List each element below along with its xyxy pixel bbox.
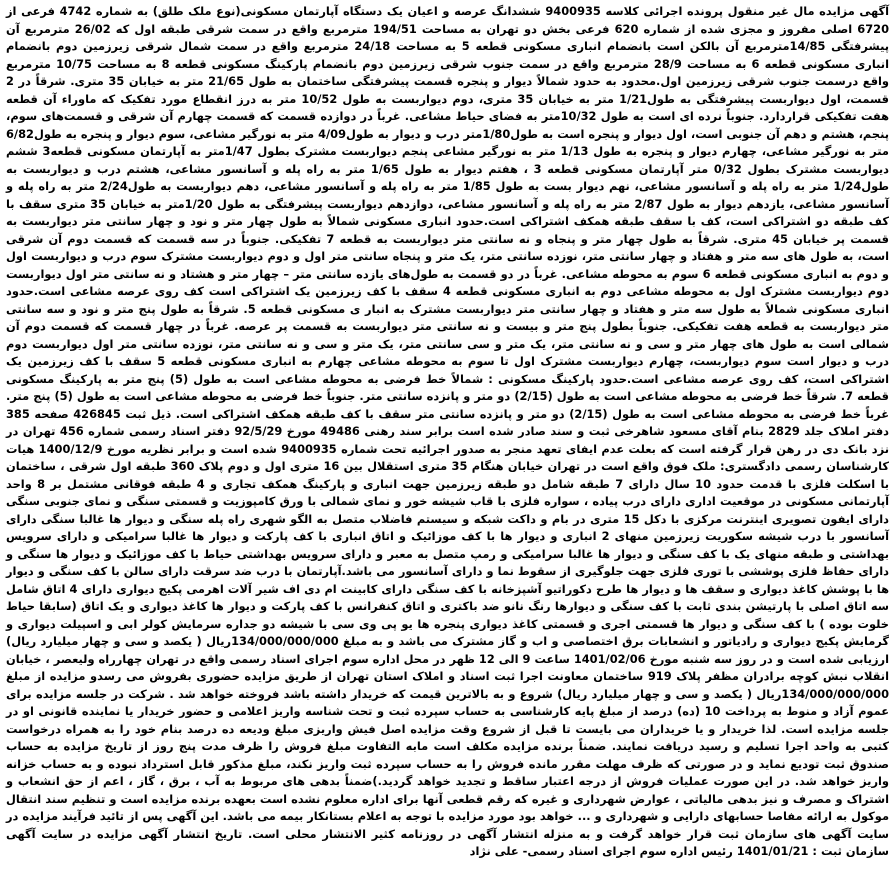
notice-body-text: آگهی مزایده مال غیر منقول پرونده اجرائی کلاسه 9400935 ششدانگ عرصه و اعیان یک دستگاه آپارتمان مسکونی(نوع ملک طلق) به شماره 4742 فرعی از 6720 اصلی مفروز و مجزی شده از شماره 620 فرعی بخش دو تهران به مساحت 194/51 مترمربع واقع در سمت شرقی طبقه اول که 26/02 مترمربع آن پیشرفتگی 14/85مترمربع آن بالکن است بانضمام انباری مسکونی قطعه 5 به مساحت 24/18 مترمربع واقع در سمت شمال شرقی زیرزمین دوم بانضمام انباری مسکونی قطعه 6 به مساحت 28/9 مترمربع واقع در سمت جنوب شرقی زیرزمین دوم بانضمام پارکینگ مسکونی قطعه 8 به مساحت 10/75 مترمربع واقع درسمت جنوب شرقی زیرزمین اول.محدود به حدود شمالاً دیوار و پنجره قسمت پیشرفتگی ساختمان به طول 21/65 متر به خیابان 35 متری. شرقاً در 2 قسمت، اول دیواربست پیشرفتگی به طول1/21 متر به خیابان 35 متری، دوم دیواربست به طول 10/52 متر به درز انقطاع مورد تفکیک که ماوراء آن قطعه هفت تفکیکی قراردارد. جنوباً نرده ای است به طول 10/32متر به فضای حیاط مشاعی. غرباً در دوازده قسمت که قسمت چهارم آن شرقی و قسمت‌های سوم، پنجم، هشتم و دهم آن جنوبی است، اول دیوار و پنجره است به طول1/80متر درب و دیوار به طول4/09 متر به نورگیر مشاعی، سوم دیوار و پنجره به طول6/82 متر به نورگیر مشاعی، چهارم دیوار و پنجره به طول 1/13 متر به نورگیر مشاعی پنجم دیواربست مشترک بطول 1/47متر به آپارتمان مسکونی قطعه3 ششم دیواربست مشترک بطول 0/32 متر آپارتمان مسکونی قطعه 3 ، هفتم دیوار به طول 1/65 متر به راه پله و آسانسور مشاعی، هشتم درب و دیواربست به طول1/24 متر به راه پله و آسانسور مشاعی، نهم دیوار بست به طول 1/85 متر به راه پله و آسانسور مشاعی، دهم دیواربست به طول2/24 متر به راه پله و آسانسور مشاعی، یازدهم دیوار به طول 2/87 متر به راه پله و آسانسور مشاعی، دوازدهم دیواربست پیشرفتگی به طول 1/20متر به خیابان 35 متری سقف با کف طبقه دو اشتراکی است، کف با سقف طبقه همکف اشتراکی است.حدود انباری مسکونی شمالاً به طول چهار متر و نود و چهار سانتی متر دیواربست به قسمت پر خیابان 45 متری. شرقاً به طول چهار متر و پنجاه و نه سانتی متر دیواربست به قطعه 7 تفکیکی. جنوباً در سه قسمت که قسمت دوم آن شرقی است، به طول های سه متر و هفتاد و چهار سانتی متر، نوزده سانتی متر، یک متر و پنجاه سانتی متر اول و دوم دیواربست مشترک سوم درب و دیواربست اول و دوم به انباری مسکونی قطعه 6 سوم به محوطه مشاعی. غرباً در دو قسمت به طول‌های یازده سانتی متر – چهار متر و هشتاد و نه سانتی متر اول دیواربست دوم دیواربست مشترک اول به محوطه مشاعی دوم به انباری مسکونی قطعه 4 سقف با کف زیرزمین یک اشتراکی است کف روی عرصه مشاعی است.حدود انباری مسکونی شمالاً به طول سه متر و هفتاد و چهار سانتی متر دیواربست مشترک به انبار ی مسکونی قطعه 5. شرقاً به طول پنج متر و نود و سه سانتی متر دیواربست به قطعه هفت تفکیکی. جنوباً بطول پنج متر و بیست و نه سانتی متر دیواربست به قسمت پر عرصه. غرباً در چهار قسمت که قسمت دوم آن شمالی است به طول های چهار متر و سی و نه سانتی متر، یک متر و سی سانتی متر، یک متر و سی و نه سانتی متر، نوزده سانتی متر اول دیواربست دوم درب و دیوار است سوم دیواربست، چهارم دیواربست مشترک اول تا سوم به محوطه مشاعی چهارم به انباری مسکونی قطعه 5 سقف با کف زیرزمین یک اشتراکی است، کف روی عرصه مشاعی است.حدود پارکینگ مسکونی : شمالاً خط فرضی به محوطه مشاعی است به طول (5) پنج متر به پارکینگ مسکونی قطعه 7. شرقاً خط فرضی به محوطه مشاعی است به طول (2/15) دو متر و پانزده سانتی متر. جنوباً خط فرضی به محوطه مشاعی است به طول (5) پنج متر. غرباً خط فرضی به محوطه مشاعی است به طول (2/15) دو متر و پانزده سانتی متر سقف با کف طبقه همکف اشتراکی است. ذیل ثبت 426845 صفحه 385 دفتر املاک جلد 2829 بنام آقای مسعود شاهرخی ثبت و سند صادر شده است برابر سند رهنی 49486 مورخ 92/5/29 دفتر اسناد رسمی شماره 456 تهران در نزد بانک دی در رهن قرار گرفته است که بعلت عدم ایفای تعهد منجر به صدور اجرائیه تحت شماره 9400935 شده است و برابر نظریه مورخ 1400/12/9 هیات کارشناسان رسمی دادگستری: ملک فوق واقع است در تهران خیابان هنگام 35 متری استقلال بین 16 متری اول و دوم پلاک 360 طبقه اول شرقی ، ساختمان با اسکلت فلزی با قدمت حدود 10 سال دارای 7 طبقه شامل دو طبقه زیرزمین جهت انباری و پارکینگ همکف تجاری و 4 طبقه فوقانی مشتمل بر 8 واحد آپارتمانی مسکونی در موقعیت اداری دارای درب پیاده ، سواره فلزی با قاب شیشه خور و نمای شمالی با ورق کامپوزیت و قسمتی سنگی و نمای جنوبی سنگی دارای ایفون تصویری اینترنت مرکزی با دکل 15 متری در بام و داکت شبکه و سیستم فاضلاب متصل به الگو شهری راه پله سنگی و دیوار ها غالبا سنگی دارای آسانسور با درب شیشه سکوریت زیرزمین منهای 2 انباری و دیوار ها با کف موزائیک و اتاق انباری با کف پارکت و دیوار ها غالبا سرامیکی و دارای سرویس بهداشتی و طبقه منهای یک با کف سنگی و دیوار ها غالبا سرامیکی و رمپ متصل به معبر و دارای سرویس بهداشتی حیاط با کف موزائیک و دیوار ها سنگی و دارای حفاظ فلزی پوششی با توری فلزی جهت جلوگیری از سقوط نما و دارای آسانسور می باشد.آپارتمان با درب ضد سرقت دارای سالن با کف سنگی و دیوار ها با پوشش کاغذ دیواری و سقف ها و دیوار ها طرح دکوراتیو آشپزخانه با کف سنگی دارای کابینت ام دی اف شیر آلات اهرمی پکیج دیواری دارای 4 اتاق شامل سه اتاق اصلی با پارتیشن بندی ثابت با کف سنگی و دیوارها رنگ نانو ضد باکتری و اتاق کنفرانس با کف پارکت و دیوار ها کاغذ دیواری و یک اتاق (سابقا حیاط خلوت بوده ) با کف سنگی و دیوار ها قسمتی اجری و قسمتی کاغذ دیواری پنجره ها یو پی وی سی با شیشه دو جداره سرمایش کولر ابی و اسپیلت دیواری و گرمایش پکیج دیواری و رادیاتور و انشعابات برق اختصاصی و اب و گاز مشترک می باشد و به مبلغ 134/000/000/000ریال ( یکصد و سی و چهار میلیارد ریال) ارزیابی شده است و در روز سه شنبه مورخ 1401/02/06 ساعت 9 الی 12 ظهر در محل اداره سوم اجرای اسناد رسمی واقع در تهران چهارراه ولیعصر ، خیابان انقلاب نبش کوچه برادران مظفر پلاک 919 ساختمان معاونت اجرا ثبت اسناد و املاک استان تهران از طریق مزایده حضوری بفروش می رسدو مزایده از مبلغ 134/000/000/000ریال ( یکصد و سی و چهار میلیارد ریال) شروع و به بالاترین قیمت که خریدار داشته باشد فروخته خواهد شد . شرکت در جلسه مزایده برای عموم آزاد و منوط به پرداخت 10 (ده) درصد از مبلغ پایه کارشناسی به حساب سپرده ثبت و تحت شناسه واریز اعلامی و حضور خریدار یا نماینده قانونی او در جلسه مزایده است. لذا خریدار و یا خریداران می بایست تا قبل از شروع وقت مزایده اصل فیش واریزی مبلغ ودیعه ده درصد بنام خود را به همراه درخواست کتبی به واحد اجرا تسلیم و رسید دریافت نمایند. ضمناً برنده مزایده مکلف است مابه التفاوت مبلغ فروش را ظرف مدت پنج روز از تاریخ مزایده به حساب صندوق ثبت تودیع نماید و در صورتی که ظرف مهلت مقرر مانده فروش را به حساب سپرده ثبت واریز نکند، مبلغ مذکور قابل استرداد نبوده و به حساب خزانه واریز خواهد شد. در این صورت عملیات فروش از درجه اعتبار ساقط و تجدید خواهد گردید.)ضمناً بدهی های مربوط به آب ، برق ، گاز ، اعم از حق انشعاب و اشتراک و مصرف و نیز بدهی مالیاتی ، عوارض شهرداری و غیره که رقم قطعی آنها برای اداره معلوم نشده است بعهده برنده مزایده است و تنظیم سند انتقال موکول به ارائه مفاصا حسابهای دارایی و شهرداری و ... خواهد بود مورد مزایده با توجه به اعلام بستانکار بیمه می باشد. این آگهی پس از تائید فرآیند مزایده در سایت آگهی های سازمان ثبت قرار خواهد گرفت و به منزله انتشار آگهی در روزنامه کثیر الانتشار محلی است. تاریخ انتشار آگهی مزایده در سایت آگهی سازمان ثبت : 1401/01/21 رئیس اداره سوم اجرای اسناد رسمی- علی نژاد — [6, 4, 890, 858]
